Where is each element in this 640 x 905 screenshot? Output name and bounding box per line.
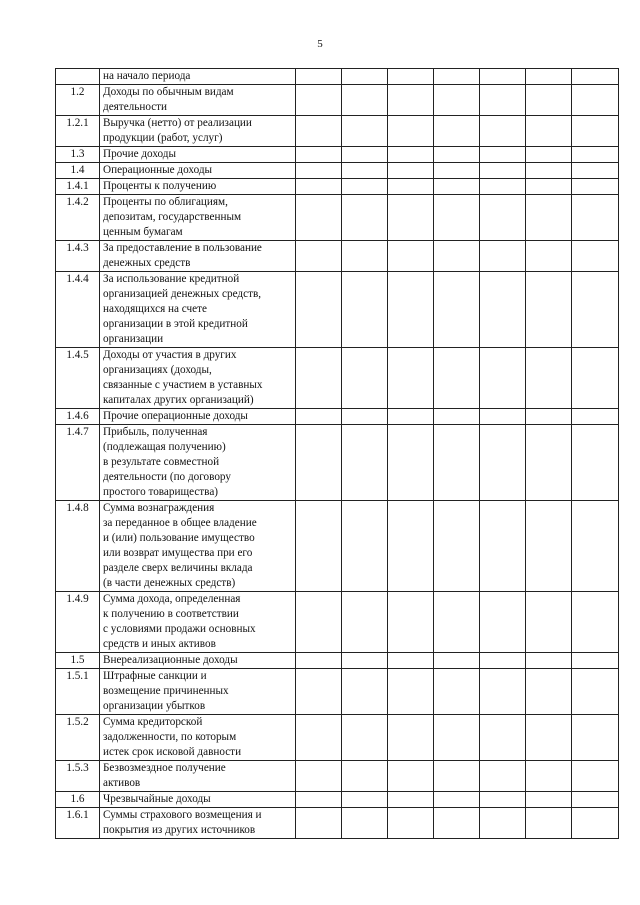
value-cell[interactable]: [296, 179, 342, 195]
value-cell[interactable]: [480, 501, 526, 592]
value-cell[interactable]: [296, 669, 342, 715]
value-cell[interactable]: [342, 715, 388, 761]
value-cell[interactable]: [342, 163, 388, 179]
value-cell[interactable]: [572, 501, 619, 592]
value-cell[interactable]: [388, 409, 434, 425]
value-cell[interactable]: [342, 69, 388, 85]
value-cell[interactable]: [388, 69, 434, 85]
row-code: 1.4.2: [56, 195, 100, 241]
value-cell[interactable]: [388, 761, 434, 792]
value-cell[interactable]: [388, 501, 434, 592]
row-name: За использование кредитной организацией денежных средств, находящихся на счете организации в этой кредитной организации: [100, 272, 296, 348]
table-row: [56, 85, 619, 116]
row-code: 1.3: [56, 147, 100, 163]
value-cell[interactable]: [572, 653, 619, 669]
row-name: на начало периода: [100, 69, 296, 85]
value-cell[interactable]: [526, 715, 572, 761]
row-name: Прочие доходы: [100, 147, 296, 163]
value-cell[interactable]: [434, 715, 480, 761]
row-name: Выручка (нетто) от реализации продукции (работ, услуг): [100, 116, 296, 147]
value-cell[interactable]: [296, 147, 342, 163]
value-cell[interactable]: [572, 147, 619, 163]
value-cell[interactable]: [526, 808, 572, 839]
table-row: [56, 669, 619, 715]
table-row: [56, 792, 619, 808]
row-name: Проценты к получению: [100, 179, 296, 195]
value-cell[interactable]: [572, 792, 619, 808]
value-cell[interactable]: [342, 653, 388, 669]
table-row: [56, 425, 619, 501]
row-code: 1.4.7: [56, 425, 100, 501]
value-cell[interactable]: [296, 195, 342, 241]
table-row: [56, 163, 619, 179]
value-cell[interactable]: [296, 792, 342, 808]
table-row: [56, 808, 619, 839]
value-cell[interactable]: [434, 761, 480, 792]
value-cell[interactable]: [434, 85, 480, 116]
value-cell[interactable]: [480, 69, 526, 85]
value-cell[interactable]: [342, 348, 388, 409]
value-cell[interactable]: [572, 409, 619, 425]
value-cell[interactable]: [434, 501, 480, 592]
value-cell[interactable]: [434, 116, 480, 147]
value-cell[interactable]: [296, 163, 342, 179]
row-code: 1.5.1: [56, 669, 100, 715]
value-cell[interactable]: [342, 179, 388, 195]
value-cell[interactable]: [572, 163, 619, 179]
value-cell[interactable]: [342, 85, 388, 116]
value-cell[interactable]: [526, 761, 572, 792]
row-name: За предоставление в пользование денежных средств: [100, 241, 296, 272]
value-cell[interactable]: [296, 715, 342, 761]
value-cell[interactable]: [480, 179, 526, 195]
value-cell[interactable]: [480, 653, 526, 669]
value-cell[interactable]: [526, 69, 572, 85]
row-name: Сумма вознаграждения за переданное в общее владение и (или) пользование имущество или возврат имущества при его разделе сверх величины вклада (в части денежных средств): [100, 501, 296, 592]
row-name: Прочие операционные доходы: [100, 409, 296, 425]
value-cell[interactable]: [480, 792, 526, 808]
row-code: 1.4.8: [56, 501, 100, 592]
value-cell[interactable]: [434, 348, 480, 409]
value-cell[interactable]: [572, 241, 619, 272]
row-name: Сумма кредиторской задолженности, по которым истек срок исковой давности: [100, 715, 296, 761]
value-cell[interactable]: [480, 761, 526, 792]
value-cell[interactable]: [342, 501, 388, 592]
value-cell[interactable]: [342, 195, 388, 241]
value-cell[interactable]: [526, 241, 572, 272]
value-cell[interactable]: [388, 195, 434, 241]
value-cell[interactable]: [526, 195, 572, 241]
table-row: [56, 179, 619, 195]
value-cell[interactable]: [388, 179, 434, 195]
value-cell[interactable]: [388, 272, 434, 348]
value-cell[interactable]: [526, 348, 572, 409]
value-cell[interactable]: [480, 592, 526, 653]
page-number: 5: [317, 38, 323, 50]
table-row: [56, 69, 619, 85]
row-code: 1.2: [56, 85, 100, 116]
value-cell[interactable]: [434, 179, 480, 195]
row-name: Проценты по облигациям, депозитам, государственным ценным бумагам: [100, 195, 296, 241]
value-cell[interactable]: [572, 348, 619, 409]
value-cell[interactable]: [342, 808, 388, 839]
value-cell[interactable]: [526, 792, 572, 808]
value-cell[interactable]: [296, 425, 342, 501]
value-cell[interactable]: [572, 669, 619, 715]
value-cell[interactable]: [526, 409, 572, 425]
value-cell[interactable]: [434, 409, 480, 425]
value-cell[interactable]: [388, 241, 434, 272]
value-cell[interactable]: [296, 272, 342, 348]
value-cell[interactable]: [296, 761, 342, 792]
value-cell[interactable]: [296, 69, 342, 85]
report-body: [56, 69, 619, 839]
value-cell[interactable]: [572, 195, 619, 241]
value-cell[interactable]: [342, 409, 388, 425]
value-cell[interactable]: [388, 85, 434, 116]
value-cell[interactable]: [388, 669, 434, 715]
value-cell[interactable]: [526, 116, 572, 147]
value-cell[interactable]: [572, 116, 619, 147]
value-cell[interactable]: [526, 425, 572, 501]
value-cell[interactable]: [296, 808, 342, 839]
row-code: 1.5: [56, 653, 100, 669]
value-cell[interactable]: [434, 792, 480, 808]
value-cell[interactable]: [296, 409, 342, 425]
value-cell[interactable]: [480, 85, 526, 116]
value-cell[interactable]: [480, 272, 526, 348]
value-cell[interactable]: [526, 179, 572, 195]
value-cell[interactable]: [342, 669, 388, 715]
value-cell[interactable]: [572, 272, 619, 348]
row-code: 1.4.4: [56, 272, 100, 348]
value-cell[interactable]: [296, 85, 342, 116]
value-cell[interactable]: [342, 241, 388, 272]
row-name: Доходы от участия в других организациях (доходы, связанные с участием в уставных капиталах других организаций): [100, 348, 296, 409]
value-cell[interactable]: [480, 808, 526, 839]
value-cell[interactable]: [480, 195, 526, 241]
value-cell[interactable]: [296, 241, 342, 272]
table-row: [56, 715, 619, 761]
value-cell[interactable]: [388, 715, 434, 761]
value-cell[interactable]: [434, 147, 480, 163]
row-name: Чрезвычайные доходы: [100, 792, 296, 808]
value-cell[interactable]: [526, 592, 572, 653]
row-code: 1.4.3: [56, 241, 100, 272]
value-cell[interactable]: [434, 669, 480, 715]
value-cell[interactable]: [296, 116, 342, 147]
value-cell[interactable]: [388, 116, 434, 147]
table-row: [56, 348, 619, 409]
value-cell[interactable]: [388, 348, 434, 409]
value-cell[interactable]: [388, 425, 434, 501]
table-row: [56, 147, 619, 163]
table-row: [56, 409, 619, 425]
row-code: 1.2.1: [56, 116, 100, 147]
value-cell[interactable]: [572, 592, 619, 653]
value-cell[interactable]: [296, 501, 342, 592]
value-cell[interactable]: [572, 425, 619, 501]
income-report-table: [55, 68, 619, 839]
value-cell[interactable]: [342, 592, 388, 653]
value-cell[interactable]: [572, 85, 619, 116]
value-cell[interactable]: [480, 409, 526, 425]
value-cell[interactable]: [388, 147, 434, 163]
row-code: 1.4.1: [56, 179, 100, 195]
value-cell[interactable]: [434, 808, 480, 839]
row-code: 1.5.3: [56, 761, 100, 792]
value-cell[interactable]: [342, 272, 388, 348]
row-code: 1.4: [56, 163, 100, 179]
row-code: 1.6: [56, 792, 100, 808]
value-cell[interactable]: [526, 501, 572, 592]
value-cell[interactable]: [296, 653, 342, 669]
value-cell[interactable]: [342, 761, 388, 792]
value-cell[interactable]: [572, 179, 619, 195]
value-cell[interactable]: [480, 348, 526, 409]
value-cell[interactable]: [480, 147, 526, 163]
table-row: [56, 501, 619, 592]
value-cell[interactable]: [480, 425, 526, 501]
value-cell[interactable]: [526, 163, 572, 179]
row-name: Прибыль, полученная (подлежащая получению) в результате совместной деятельности (по договору простого товарищества): [100, 425, 296, 501]
row-name: Доходы по обычным видам деятельности: [100, 85, 296, 116]
value-cell[interactable]: [480, 116, 526, 147]
value-cell[interactable]: [388, 592, 434, 653]
row-name: Безвозмездное получение активов: [100, 761, 296, 792]
row-code: 1.4.6: [56, 409, 100, 425]
value-cell[interactable]: [480, 669, 526, 715]
value-cell[interactable]: [342, 147, 388, 163]
value-cell[interactable]: [296, 348, 342, 409]
value-cell[interactable]: [342, 425, 388, 501]
row-code: 1.4.5: [56, 348, 100, 409]
value-cell[interactable]: [296, 592, 342, 653]
value-cell[interactable]: [434, 653, 480, 669]
row-name: Суммы страхового возмещения и покрытия из других источников: [100, 808, 296, 839]
value-cell[interactable]: [342, 792, 388, 808]
value-cell[interactable]: [434, 272, 480, 348]
value-cell[interactable]: [434, 592, 480, 653]
value-cell[interactable]: [526, 147, 572, 163]
value-cell[interactable]: [526, 85, 572, 116]
table-row: [56, 592, 619, 653]
table-row: [56, 116, 619, 147]
value-cell[interactable]: [434, 163, 480, 179]
value-cell[interactable]: [526, 669, 572, 715]
row-name: Сумма дохода, определенная к получению в соответствии с условиями продажи основных средств и иных активов: [100, 592, 296, 653]
value-cell[interactable]: [572, 808, 619, 839]
value-cell[interactable]: [434, 425, 480, 501]
value-cell[interactable]: [572, 69, 619, 85]
table-row: [56, 761, 619, 792]
value-cell[interactable]: [388, 653, 434, 669]
row-code: [56, 69, 100, 85]
value-cell[interactable]: [480, 715, 526, 761]
row-code: 1.5.2: [56, 715, 100, 761]
value-cell[interactable]: [388, 792, 434, 808]
row-code: 1.6.1: [56, 808, 100, 839]
value-cell[interactable]: [342, 116, 388, 147]
value-cell[interactable]: [572, 715, 619, 761]
row-name: Операционные доходы: [100, 163, 296, 179]
value-cell[interactable]: [434, 195, 480, 241]
row-name: Штрафные санкции и возмещение причиненных организации убытков: [100, 669, 296, 715]
value-cell[interactable]: [388, 808, 434, 839]
value-cell[interactable]: [572, 761, 619, 792]
value-cell[interactable]: [480, 163, 526, 179]
table-row: [56, 195, 619, 241]
value-cell[interactable]: [480, 241, 526, 272]
table-row: [56, 272, 619, 348]
value-cell[interactable]: [526, 653, 572, 669]
table-row: [56, 653, 619, 669]
value-cell[interactable]: [526, 272, 572, 348]
value-cell[interactable]: [434, 69, 480, 85]
row-name: Внереализационные доходы: [100, 653, 296, 669]
row-code: 1.4.9: [56, 592, 100, 653]
value-cell[interactable]: [434, 241, 480, 272]
value-cell[interactable]: [388, 163, 434, 179]
table-row: [56, 241, 619, 272]
